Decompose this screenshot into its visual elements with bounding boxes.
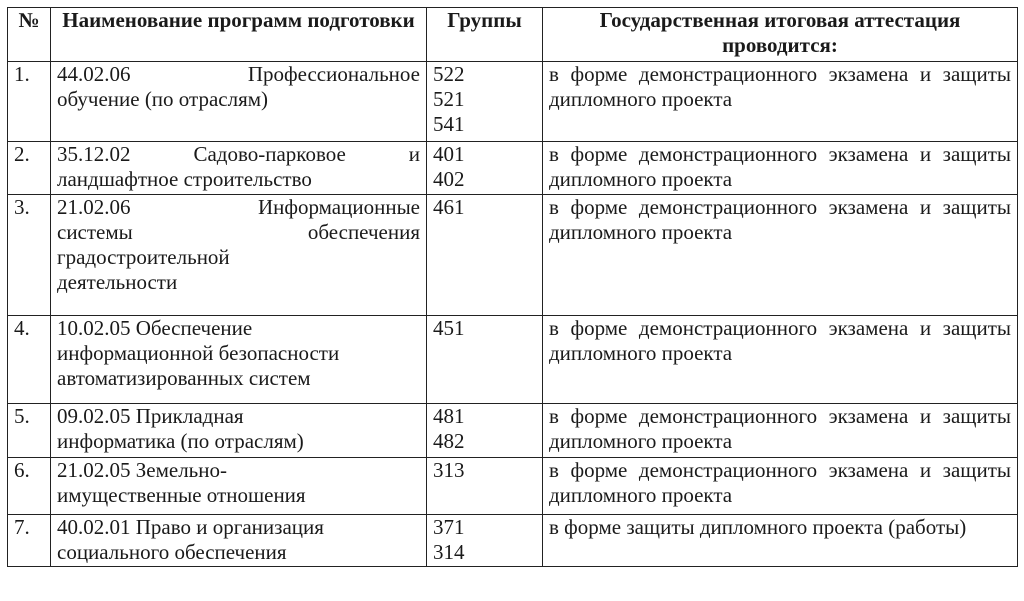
attestation-cell: в форме демонстрационного экзамена и защиты дипломного проекта xyxy=(543,195,1018,316)
group-code: 541 xyxy=(433,112,465,136)
table-row xyxy=(8,458,1018,515)
program-name xyxy=(51,142,427,195)
program-name xyxy=(51,458,427,515)
row-number: 3. xyxy=(8,195,51,316)
program-name-line: деятельности xyxy=(57,270,178,294)
header-num: № xyxy=(8,8,51,62)
row-number: 5. xyxy=(8,404,51,458)
table-row xyxy=(8,142,1018,195)
program-name-line: 21.02.05 Земельно- xyxy=(57,458,227,482)
table-row xyxy=(8,515,1018,567)
groups-cell xyxy=(427,142,543,195)
table-row xyxy=(8,195,1018,316)
attestation-cell: в форме демонстрационного экзамена и защиты дипломного проекта xyxy=(543,62,1018,142)
program-name-line: социального обеспечения xyxy=(57,540,287,564)
row-number: 4. xyxy=(8,316,51,404)
program-name-line: 35.12.02 Садово-парковое и xyxy=(57,142,420,166)
group-code: 451 xyxy=(433,316,465,340)
group-code: 402 xyxy=(433,167,465,191)
groups-cell xyxy=(427,62,543,142)
group-code: 314 xyxy=(433,540,465,564)
table-row xyxy=(8,62,1018,142)
group-code: 371 xyxy=(433,515,465,539)
program-name-line: информационной безопасности xyxy=(57,341,340,365)
group-code: 522 xyxy=(433,62,465,86)
group-code: 481 xyxy=(433,404,465,428)
row-number: 1. xyxy=(8,62,51,142)
row-number: 6. xyxy=(8,458,51,515)
table-row xyxy=(8,316,1018,404)
attestation-cell: в форме демонстрационного экзамена и защиты дипломного проекта xyxy=(543,142,1018,195)
program-name-line: 44.02.06 Профессиональное xyxy=(57,62,420,86)
program-name-line: ландшафтное строительство xyxy=(57,167,312,191)
program-name-line: 10.02.05 Обеспечение xyxy=(57,316,253,340)
table-row xyxy=(8,404,1018,458)
group-code: 401 xyxy=(433,142,465,166)
program-name-line: информатика (по отраслям) xyxy=(57,429,304,453)
program-name xyxy=(51,316,427,404)
program-name-line: автоматизированных систем xyxy=(57,366,311,390)
program-name xyxy=(51,195,427,316)
row-number: 2. xyxy=(8,142,51,195)
header-groups: Группы xyxy=(427,8,543,62)
group-code: 521 xyxy=(433,87,465,111)
program-name xyxy=(51,62,427,142)
group-code: 461 xyxy=(433,195,465,219)
attestation-cell: в форме демонстрационного экзамена и защиты дипломного проекта xyxy=(543,316,1018,404)
groups-cell xyxy=(427,458,543,515)
attestation-cell: в форме защиты дипломного проекта (работы) xyxy=(543,515,1018,567)
program-name-line: системы обеспечения xyxy=(57,220,420,244)
groups-cell xyxy=(427,195,543,316)
program-name-line: градостроительной xyxy=(57,245,230,269)
table-header-row xyxy=(8,8,1018,62)
groups-cell xyxy=(427,515,543,567)
header-attestation: Государственная итоговая аттестация проводится: xyxy=(543,8,1018,62)
program-name-line: обучение (по отраслям) xyxy=(57,87,269,111)
attestation-cell: в форме демонстрационного экзамена и защиты дипломного проекта xyxy=(543,404,1018,458)
program-name-line: 40.02.01 Право и организация xyxy=(57,515,324,539)
program-name xyxy=(51,515,427,567)
program-name xyxy=(51,404,427,458)
program-name-line: имущественные отношения xyxy=(57,483,306,507)
program-name-line: 21.02.06 Информационные xyxy=(57,195,420,219)
group-code: 313 xyxy=(433,458,465,482)
attestation-cell: в форме демонстрационного экзамена и защиты дипломного проекта xyxy=(543,458,1018,515)
groups-cell xyxy=(427,404,543,458)
groups-cell xyxy=(427,316,543,404)
attestation-table xyxy=(7,7,1018,567)
group-code: 482 xyxy=(433,429,465,453)
header-name: Наименование программ подготовки xyxy=(51,8,427,62)
program-name-line: 09.02.05 Прикладная xyxy=(57,404,244,428)
row-number: 7. xyxy=(8,515,51,567)
